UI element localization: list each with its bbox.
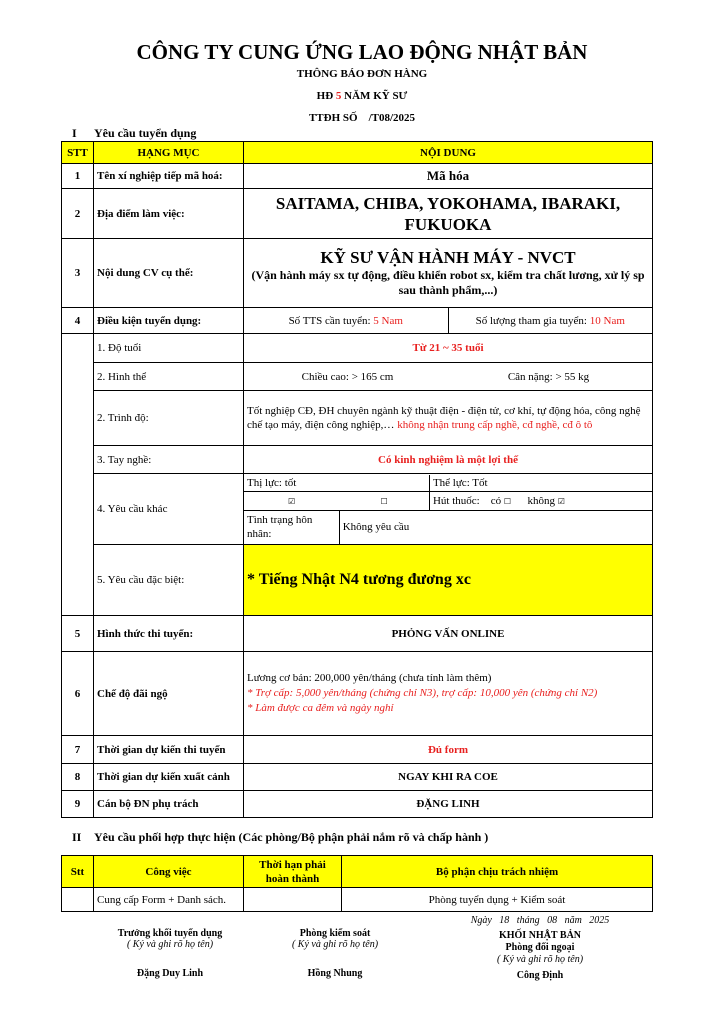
t2-deadline [244, 888, 342, 912]
education-label: 2. Trình độ: [94, 391, 244, 446]
exam-format-value: PHỎNG VẤN ONLINE [244, 616, 653, 652]
tts-value: 5 Nam [373, 314, 403, 327]
table-row [62, 391, 653, 446]
smoking-no-label: không [527, 495, 555, 507]
contract-suffix: NĂM KỸ SƯ [344, 90, 408, 102]
right-signer-name: Công Định [516, 970, 564, 981]
fitness: Thể lực: Tốt [429, 475, 652, 492]
left-signer-name: Đặng Duy Linh [136, 968, 204, 979]
header-content: NỘI DUNG [244, 142, 653, 164]
row-stt: 3 [62, 239, 94, 308]
contract-prefix: HĐ [316, 90, 334, 102]
education-exclusion: không nhận trung cấp nghề, cđ nghề, cđ ô tô [397, 419, 593, 431]
row-stt: 8 [62, 764, 94, 791]
header-stt: STT [62, 142, 94, 164]
row-label: Địa điểm làm việc: [94, 189, 244, 239]
table-row [62, 164, 653, 189]
row-stt: 1 [62, 164, 94, 189]
section-1-heading [72, 126, 196, 141]
special-value: * Tiếng Nhật N4 tương đương xc [244, 545, 653, 616]
t2-stt-cell [62, 888, 94, 912]
right-signer-title1: KHỐI NHẬT BẢN [498, 930, 582, 941]
row-stt: 6 [62, 652, 94, 736]
departure-time-value: NGAY KHI RA COE [244, 764, 653, 791]
contract-number: 5 [335, 90, 342, 102]
benefits-cell [244, 652, 653, 736]
contract-line [0, 90, 724, 102]
table-row [62, 474, 653, 545]
signature-right [460, 930, 620, 982]
weight-value: Cân nặng: > 55 kg [507, 370, 590, 383]
other-label: 4. Yêu cầu khác [94, 474, 244, 545]
table-row [62, 308, 653, 334]
education-text: Tốt nghiệp CĐ, ĐH chuyên ngành kỹ thuật điện - điện tử, cơ khí, tự động hóa, công nghệ chế tạo máy, điện công nghiệp,… [247, 405, 641, 431]
left-signer-title: Trưởng khối tuyển dụng [117, 928, 223, 939]
special-label: 5. Yêu cầu đặc biệt: [94, 545, 244, 616]
row-stt: 4 [62, 308, 94, 334]
job-detail: (Vận hành máy sx tự động, điều khiển robot sx, kiểm tra chất lương, xử lý sp sau thành phẩm,...) [251, 268, 645, 297]
right-signer-note: ( Ký và ghi rõ họ tên) [496, 954, 584, 965]
officer-value: ĐẶNG LINH [244, 791, 653, 818]
mid-signer-name: Hồng Nhung [307, 968, 363, 979]
signature-left [85, 928, 255, 979]
order-number: TTĐH SỐ /T08/2025 [308, 112, 416, 124]
salary-text: Lương cơ bản: 200,000 yên/tháng (chưa tính làm thêm) [247, 672, 492, 684]
row-label: Điều kiện tuyển dụng: [94, 308, 244, 334]
notice-title: THÔNG BÁO ĐƠN HÀNG [296, 68, 428, 80]
overtime-text: * Làm được ca đêm và ngày nghỉ [247, 702, 394, 714]
checkbox-empty[interactable]: ☐ [339, 492, 429, 511]
other-requirements-cell [244, 474, 653, 545]
height-value: Chiều cao: > 165 cm [301, 370, 394, 383]
tts-count [244, 308, 448, 333]
row-stt: 7 [62, 736, 94, 764]
body-label: 2. Hình thể [94, 363, 244, 391]
smoking-yes-label: có [490, 495, 502, 507]
mid-signer-note: ( Ký và ghi rõ họ tên) [291, 939, 379, 950]
table-row [62, 888, 653, 912]
right-signer-title2: Phòng đối ngoại [505, 942, 575, 953]
education-cell [244, 391, 653, 446]
marital-value: Không yêu cầu [342, 521, 410, 534]
join-value: 10 Nam [589, 314, 625, 327]
row-label: Chế độ đãi ngộ [94, 652, 244, 736]
section-1-number: I [72, 126, 77, 140]
table-row [62, 545, 653, 616]
signature-date: Ngày 18 tháng 08 năm 2025 [470, 915, 610, 926]
exam-time-value: Đủ form [244, 736, 653, 764]
t2-task: Cung cấp Form + Danh sách. [94, 888, 244, 912]
row-label: Cán bộ ĐN phụ trách [94, 791, 244, 818]
checkbox-checked[interactable]: ☑ [244, 492, 339, 511]
eyesight: Thị lực: tốt [244, 475, 429, 492]
job-title: KỸ SƯ VẬN HÀNH MÁY - NVCT [320, 248, 576, 267]
t2-header-deadline: Thời hạn phải hoàn thành [244, 856, 342, 888]
row-label: Thời gian dự kiến thi tuyển [94, 736, 244, 764]
conditions-stt-blank [62, 334, 94, 616]
body-cell [244, 363, 653, 391]
age-label: 1. Độ tuổi [94, 334, 244, 363]
smoking-label: Hút thuốc: [432, 495, 480, 507]
table-header-row [62, 142, 653, 164]
row-stt: 9 [62, 791, 94, 818]
left-signer-note: ( Ký và ghi rõ họ tên) [126, 939, 214, 950]
signature-middle [260, 928, 410, 979]
section-2-heading [72, 830, 488, 845]
table-row [62, 791, 653, 818]
mid-signer-title: Phòng kiểm soát [299, 928, 371, 939]
table-row [62, 189, 653, 239]
work-location-value: SAITAMA, CHIBA, YOKOHAMA, IBARAKI, FUKUOKA [244, 189, 653, 239]
table-row [62, 446, 653, 474]
section-2-number: II [72, 830, 82, 844]
smoking-no-checkbox[interactable]: ☑ [557, 497, 565, 506]
section-1-title: Yêu cầu tuyển dụng [94, 126, 197, 140]
table-row [62, 764, 653, 791]
allowance-text: * Trợ cấp: 5,000 yên/tháng (chứng chỉ N3), trợ cấp: 10,000 yên (chứng chỉ N2) [247, 687, 598, 699]
row-label: Hình thức thi tuyển: [94, 616, 244, 652]
company-code-value: Mã hóa [244, 164, 653, 189]
section-2-title: Yêu cầu phối hợp thực hiện (Các phòng/Bộ phận phải nắm rõ và chấp hành ) [94, 830, 489, 844]
table-row [62, 334, 653, 363]
age-value: Từ 21 ~ 35 tuổi [244, 334, 653, 363]
table-row [62, 239, 653, 308]
t2-header-stt: Stt [62, 856, 94, 888]
company-title: CÔNG TY CUNG ỨNG LAO ĐỘNG NHẬT BẢN [136, 40, 588, 64]
table-row [62, 652, 653, 736]
recruit-condition-cell [244, 308, 653, 334]
row-stt: 2 [62, 189, 94, 239]
join-count [448, 308, 652, 333]
smoking-row [429, 492, 652, 511]
skill-label: 3. Tay nghề: [94, 446, 244, 474]
row-stt: 5 [62, 616, 94, 652]
t2-dept: Phòng tuyển dụng + Kiểm soát [342, 888, 653, 912]
skill-value: Có kinh nghiệm là một lợi thế [244, 446, 653, 474]
row-label: Tên xí nghiệp tiếp mã hoá: [94, 164, 244, 189]
smoking-yes-checkbox[interactable]: ☐ [503, 497, 511, 506]
table-row [62, 363, 653, 391]
table2-header-row [62, 856, 653, 888]
requirements-table [61, 141, 653, 818]
row-label: Nội dung CV cụ thể: [94, 239, 244, 308]
t2-header-dept: Bộ phận chịu trách nhiệm [342, 856, 653, 888]
job-content-cell [244, 239, 653, 308]
table-row [62, 616, 653, 652]
join-label: Số lượng tham gia tuyển: [475, 314, 587, 327]
header-item: HẠNG MỤC [94, 142, 244, 164]
row-label: Thời gian dự kiến xuất cảnh [94, 764, 244, 791]
tts-label: Số TTS cần tuyển: [288, 314, 371, 327]
table-row [62, 736, 653, 764]
marital-label: Tình trạng hôn nhân: [244, 511, 339, 544]
t2-header-task: Công việc [94, 856, 244, 888]
coordination-table [61, 855, 653, 912]
